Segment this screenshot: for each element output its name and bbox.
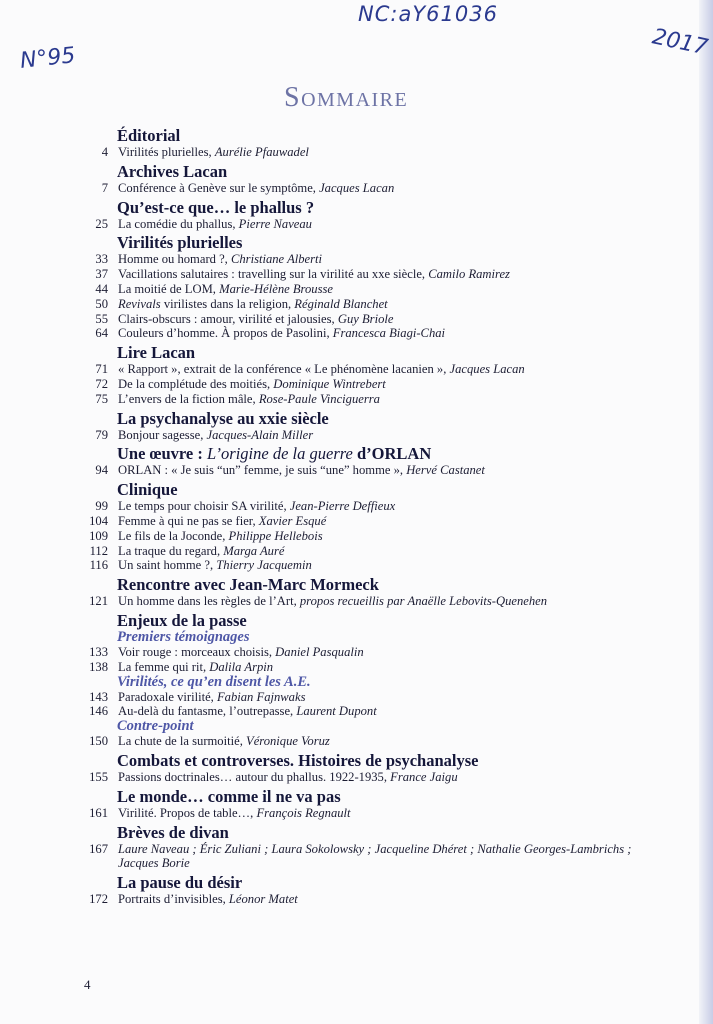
entry-page-number: 155 [89, 769, 108, 784]
entry-author: Fabian Fajnwaks [216, 689, 306, 704]
entry-text [118, 362, 658, 377]
entry-author: Jacques Borie [118, 856, 190, 871]
toc-entry [0, 392, 713, 407]
entry-page-number: 37 [95, 267, 108, 282]
entry-title: De la complétude des moitiés, [118, 376, 274, 391]
entry-title: La traque du regard, [118, 543, 224, 558]
entry-page-number: 161 [89, 805, 108, 820]
toc-section [0, 575, 713, 609]
entry-page-number: 33 [95, 252, 108, 267]
section-heading [117, 343, 713, 362]
entry-author: Christiane Alberti [230, 252, 323, 267]
entry-title: Femme à qui ne pas se fier, [118, 513, 259, 528]
entry-text [118, 690, 658, 705]
entry-author: Jean-Pierre Deffieux [289, 499, 396, 514]
heading-part: Éditorial [117, 126, 181, 145]
entry-title: Paradoxale virilité, [118, 689, 217, 704]
entry-author: Francesca Biagi-Chai [332, 326, 446, 341]
entry-text [118, 377, 658, 392]
entry-text [118, 428, 658, 443]
entry-text [118, 594, 658, 609]
toc-entry [0, 645, 713, 660]
handwritten-year: 2017 [650, 24, 710, 61]
entry-title: Couleurs d’homme. À propos de Pasolini, [118, 326, 333, 341]
entry-italic-word: Revivals [118, 296, 161, 311]
heading-part: La pause du désir [117, 873, 243, 893]
entry-author: Léonor Matet [228, 892, 298, 907]
section-heading [117, 233, 713, 252]
toc-section [0, 162, 713, 196]
entry-author: Véronique Voruz [246, 734, 330, 749]
toc-section [0, 343, 713, 406]
entry-author: Xavier Esqué [258, 513, 327, 528]
entry-author: Marie-Hélène Brousse [219, 281, 333, 296]
heading-part: Clinique [117, 480, 178, 500]
toc-section [0, 787, 713, 821]
heading-part: Enjeux de la passe [117, 610, 247, 630]
entry-title: La moitié de LOM, [118, 281, 220, 296]
subsection-heading: Premiers témoignages [117, 628, 250, 645]
toc-entry [0, 326, 713, 341]
entry-author: Guy Briole [337, 311, 394, 326]
entry-title: Le fils de la Joconde, [118, 528, 229, 543]
entry-title: Homme ou homard ?, [118, 252, 231, 267]
entry-author: François Regnault [256, 805, 351, 820]
toc-entry [0, 362, 713, 377]
entry-page-number: 146 [89, 704, 108, 719]
toc-entry [0, 856, 713, 871]
toc-entry [0, 558, 713, 573]
entry-title: Au-delà du fantasme, l’outrepasse, [118, 704, 297, 719]
entry-title: Voir rouge : morceaux choisis, [118, 644, 276, 659]
entry-page-number: 64 [95, 326, 108, 341]
entry-author: Marga Auré [223, 543, 285, 558]
toc-section [0, 751, 713, 785]
heading-part: Qu’est-ce que… le phallus ? [117, 197, 315, 217]
toc-entry [0, 734, 713, 749]
page-title: Sommaire [284, 82, 409, 113]
entry-author: propos recueillis par Anaëlle Lebovits-Quenehen [299, 594, 548, 609]
toc-section [0, 409, 713, 443]
entry-text [118, 267, 658, 282]
entry-author: Réginald Blanchet [294, 296, 388, 311]
toc-entry [0, 297, 713, 312]
entry-page-number: 109 [89, 528, 108, 543]
entry-text [118, 842, 658, 857]
section-heading [117, 162, 713, 181]
entry-author: Jacques Lacan [449, 362, 525, 377]
entry-page-number: 116 [89, 558, 108, 573]
heading-part: Rencontre avec Jean-Marc Mormeck [117, 575, 379, 595]
entry-text [118, 312, 658, 327]
entry-text [118, 660, 658, 675]
toc-entry [0, 428, 713, 443]
heading-part: Une œuvre : [117, 444, 207, 464]
heading-part: L’origine de la guerre [206, 444, 353, 464]
entry-page-number: 104 [89, 513, 108, 528]
entry-text [118, 558, 658, 573]
entry-page-number: 133 [89, 644, 108, 659]
entry-page-number: 143 [89, 689, 108, 704]
entry-page-number: 50 [95, 296, 108, 311]
entry-page-number: 138 [89, 659, 108, 674]
handwritten-issue-number: N°95 [18, 43, 77, 74]
toc-entry [0, 529, 713, 544]
heading-part: d’ORLAN [352, 444, 432, 464]
section-heading [117, 444, 713, 463]
entry-page-number: 75 [95, 391, 108, 406]
entry-text [118, 645, 658, 660]
entry-author: Laure Naveau ; Éric Zuliani ; Laura Sokolowsky ; Jacqueline Dhéret ; Nathalie Georges-Lambrichs ; [118, 841, 632, 856]
toc-entry [0, 267, 713, 282]
toc-entry [0, 544, 713, 559]
handwritten-catalog-number: NC:aY61036 [358, 2, 498, 26]
toc-section [0, 233, 713, 341]
section-heading [117, 873, 713, 892]
toc-section [0, 198, 713, 232]
entry-text [118, 463, 658, 478]
entry-page-number: 72 [95, 376, 108, 391]
entry-title: La comédie du phallus, [118, 216, 239, 231]
entry-text [118, 252, 658, 267]
entry-title: Clairs-obscurs : amour, virilité et jalousies, [118, 311, 338, 326]
entry-author: Rose-Paule Vinciguerra [258, 391, 380, 406]
entry-text [118, 704, 658, 719]
page-number: 4 [84, 977, 91, 992]
entry-author: Daniel Pasqualin [275, 644, 364, 659]
entry-text [118, 544, 658, 559]
entry-text [118, 499, 658, 514]
entry-author: Thierry Jacquemin [216, 558, 312, 573]
entry-title: Un saint homme ?, [118, 558, 217, 573]
table-of-contents [0, 126, 713, 909]
entry-page-number: 44 [95, 281, 108, 296]
toc-section [0, 126, 713, 160]
heading-part: Archives Lacan [117, 161, 228, 181]
toc-entry [0, 282, 713, 297]
entry-text [118, 856, 658, 871]
entry-text [118, 770, 658, 785]
entry-page-number: 4 [101, 145, 108, 159]
section-heading [117, 126, 713, 145]
entry-page-number [0, 856, 118, 871]
entry-title: Bonjour sagesse, [118, 427, 207, 442]
entry-title: Conférence à Genève sur le symptôme, [118, 180, 320, 195]
subsection-heading: Virilités, ce qu’en disent les A.E. [117, 673, 311, 690]
toc-section [0, 611, 713, 749]
entry-text [118, 145, 658, 160]
entry-page-number: 172 [89, 892, 108, 907]
toc-entry [0, 312, 713, 327]
entry-title: Portraits d’invisibles, [118, 892, 229, 907]
entry-text [118, 326, 658, 341]
toc-entry [0, 499, 713, 514]
toc-entry [0, 594, 713, 609]
section-heading [117, 611, 713, 630]
heading-part: Lire Lacan [117, 343, 196, 363]
toc-entry [0, 770, 713, 785]
section-heading [117, 198, 713, 217]
entry-page-number: 7 [101, 180, 108, 195]
toc-entry [0, 463, 713, 478]
entry-author: Jacques-Alain Miller [206, 427, 314, 442]
section-heading [117, 751, 713, 770]
entry-text [118, 217, 658, 232]
toc-entry [0, 704, 713, 719]
entry-text [118, 734, 658, 749]
entry-author: Aurélie Pfauwadel [214, 145, 309, 159]
entry-author: Camilo Ramirez [428, 267, 510, 282]
toc-section [0, 444, 713, 478]
entry-title: La femme qui rit, [118, 659, 210, 674]
toc-entry [0, 377, 713, 392]
entry-page-number: 71 [95, 362, 108, 377]
entry-page-number: 25 [95, 216, 108, 231]
heading-part: Brèves de divan [117, 822, 229, 842]
toc-entry [0, 842, 713, 857]
heading-part: Combats et controverses. Histoires de psychanalyse [117, 750, 479, 770]
entry-page-number: 55 [95, 311, 108, 326]
entry-title: Virilité. Propos de table…, [118, 805, 257, 820]
entry-text [118, 297, 658, 312]
entry-title: Le temps pour choisir SA virilité, [118, 499, 290, 514]
entry-title: virilistes dans la religion, [160, 296, 295, 311]
entry-author: Dalila Arpin [209, 659, 274, 674]
entry-text [118, 392, 658, 407]
entry-text [118, 529, 658, 544]
toc-entry [0, 660, 713, 675]
toc-entry [0, 690, 713, 705]
toc-entry [0, 892, 713, 907]
entry-author: Philippe Hellebois [228, 528, 323, 543]
entry-text [118, 892, 658, 907]
toc-entry [0, 181, 713, 196]
entry-text [118, 806, 658, 821]
section-heading [117, 480, 713, 499]
toc-entry [0, 806, 713, 821]
toc-section [0, 823, 713, 872]
toc-entry [0, 217, 713, 232]
toc-section [0, 873, 713, 907]
section-heading [117, 575, 713, 594]
entry-page-number: 112 [89, 543, 108, 558]
entry-text [118, 514, 658, 529]
toc-section [0, 480, 713, 573]
section-heading [117, 409, 713, 428]
entry-title: L’envers de la fiction mâle, [118, 391, 259, 406]
heading-part: La psychanalyse au xxie siècle [117, 408, 329, 428]
subsection-heading: Contre-point [117, 718, 194, 735]
heading-part: Virilités plurielles [117, 233, 243, 253]
entry-text [118, 282, 658, 297]
toc-entry [0, 145, 713, 160]
entry-title: Passions doctrinales… autour du phallus. 1922-1935, [118, 769, 391, 784]
section-heading [117, 787, 713, 806]
entry-title: La chute de la surmoitié, [118, 734, 246, 749]
toc-entry [0, 252, 713, 267]
entry-author: Pierre Naveau [238, 216, 312, 231]
entry-page-number: 99 [95, 499, 108, 514]
entry-title: « Rapport », extrait de la conférence « Le phénomène lacanien », [118, 362, 450, 377]
entry-page-number: 79 [95, 427, 108, 442]
entry-text [118, 181, 658, 196]
entry-page-number: 94 [95, 463, 108, 478]
entry-author: France Jaigu [390, 769, 458, 784]
entry-title: Virilités plurielles, [118, 145, 215, 159]
entry-author: Hervé Castanet [406, 463, 485, 478]
heading-part: Le monde… comme il ne va pas [117, 786, 341, 806]
entry-title: ORLAN : « Je suis “un” femme, je suis “une” homme », [118, 463, 407, 478]
entry-author: Jacques Lacan [319, 180, 395, 195]
section-heading [117, 823, 713, 842]
entry-page-number: 150 [89, 734, 108, 749]
entry-title: Un homme dans les règles de l’Art, [118, 594, 300, 609]
entry-author: Dominique Wintrebert [273, 376, 386, 391]
entry-page-number: 121 [89, 594, 108, 609]
entry-title: Vacillations salutaires : travelling sur la virilité au xxe siècle, [118, 267, 429, 282]
entry-page-number: 167 [89, 841, 108, 856]
entry-author: Laurent Dupont [296, 704, 377, 719]
toc-entry [0, 514, 713, 529]
